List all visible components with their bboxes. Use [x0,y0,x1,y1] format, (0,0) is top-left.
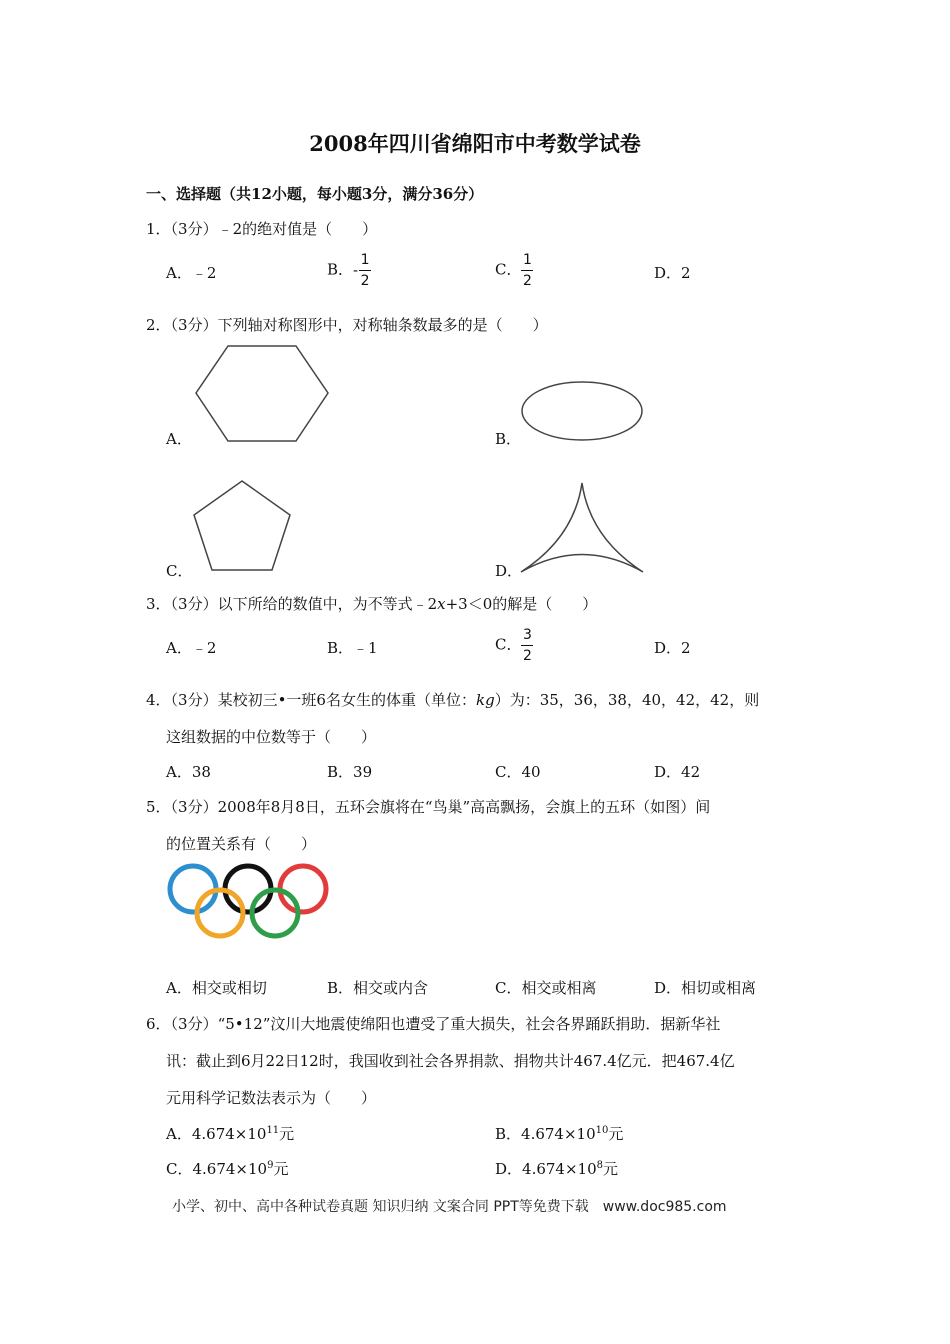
option-b-label: B． [327,260,354,279]
question-6-option-c [166,1158,288,1179]
unit: 元 [273,1160,289,1178]
question-5-option-c: C．相交或相离 [495,979,597,997]
yellow-ring [197,890,243,936]
fraction-numerator: 1 [523,252,532,268]
question-4-option-c: C．40 [495,763,541,781]
question-5-option-a: A．相交或相切 [166,979,267,997]
question-1-option-a: A．﹣2 [166,264,217,282]
black-ring [225,866,271,912]
fraction-denominator: 2 [360,273,370,289]
fraction [521,627,533,664]
fraction [521,252,533,289]
exponent: 11 [266,1125,280,1136]
ellipse-shape [521,381,645,443]
question-1-option-c [495,252,533,289]
option-text: D．4.674×10 [495,1160,597,1178]
unit: 元 [608,1125,624,1143]
option-text: B．4.674×10 [495,1125,596,1143]
question-3-stem [146,593,597,614]
fraction [359,252,371,289]
question-2-option-a: A． [166,430,192,448]
question-4-stem-line2: 这组数据的中位数等于（ ） [166,728,377,746]
section-heading: 一、选择题（共12小题，每小题3分，满分36分） [146,185,484,203]
question-4-option-d: D．42 [654,763,701,781]
question-2-option-c: C． [166,562,193,580]
question-2-option-b: B． [495,430,522,448]
question-6-option-a [166,1123,294,1144]
question-5-option-b: B．相交或内含 [327,979,429,997]
stem-text: ）为：35，36，38，40，42，42，则 [494,691,760,709]
variable-x: x [437,595,446,613]
question-3-option-d: D．2 [654,639,691,657]
exponent: 9 [267,1160,274,1171]
option-text: A．4.674×10 [166,1125,267,1143]
question-4-option-b: B．39 [327,763,373,781]
question-2-option-d: D． [495,562,523,580]
question-4-option-a: A．38 [166,763,211,781]
footer-note: 小学、初中、高中各种试卷真题 知识归纳 文案合同 PPT等免费下载 www.doc985.com [172,1199,727,1215]
unit-kg: kg [475,691,495,709]
question-3-option-b: B．﹣1 [327,639,378,657]
exponent: 10 [595,1125,609,1136]
question-6-option-b [495,1123,623,1144]
question-3-option-c [495,627,533,664]
question-6-stem: 6．（3分）“5•12”汶川大地震使绵阳也遭受了重大损失，社会各界踊跃捐助．据新华社 [146,1015,721,1033]
pentagon-shape [193,480,293,572]
question-2-stem: 2．（3分）下列轴对称图形中，对称轴条数最多的是（ ） [146,316,548,334]
question-5-option-d: D．相切或相离 [654,979,757,997]
option-c-label: C． [495,635,522,654]
option-c-label: C． [495,260,522,279]
question-1-option-d: D．2 [654,264,691,282]
question-3-option-a: A．﹣2 [166,639,217,657]
curved-triangle-shape [520,482,645,574]
stem-text: 4．（3分）某校初三•一班6名女生的体重（单位： [146,691,476,709]
question-5-stem-line2: 的位置关系有（ ） [166,835,317,853]
unit: 元 [603,1160,619,1178]
fraction-denominator: 2 [523,648,532,664]
olympic-rings-image [166,862,330,942]
stem-text: +3＜0的解是（ ） [445,595,598,613]
question-1-stem: 1．（3分）﹣2的绝对值是（ ） [146,220,378,238]
question-4-stem [146,689,759,710]
negative-sign: - [353,262,359,279]
question-5-stem: 5．（3分）2008年8月8日，五环会旗将在“鸟巢”高高飘扬，会旗上的五环（如图）间 [146,798,711,816]
red-ring [280,866,326,912]
fraction-numerator: 3 [523,627,532,643]
question-6-option-d [495,1158,618,1179]
exponent: 8 [596,1160,603,1171]
option-text: C．4.674×10 [166,1160,268,1178]
blue-ring [170,866,216,912]
question-1-option-b [327,252,371,289]
fraction-numerator: 1 [360,252,370,268]
fraction-denominator: 2 [523,273,532,289]
question-6-stem-line3: 元用科学记数法表示为（ ） [166,1089,377,1107]
green-ring [252,890,298,936]
hexagon-shape [195,345,330,443]
page-title: 2008年四川省绵阳市中考数学试卷 [309,131,641,156]
question-6-stem-line2: 讯：截止到6月22日12时，我国收到社会各界捐款、捐物共计467.4亿元．把467.4亿 [166,1052,735,1070]
stem-text: 3．（3分）以下所给的数值中，为不等式﹣2 [146,595,438,613]
unit: 元 [279,1125,295,1143]
